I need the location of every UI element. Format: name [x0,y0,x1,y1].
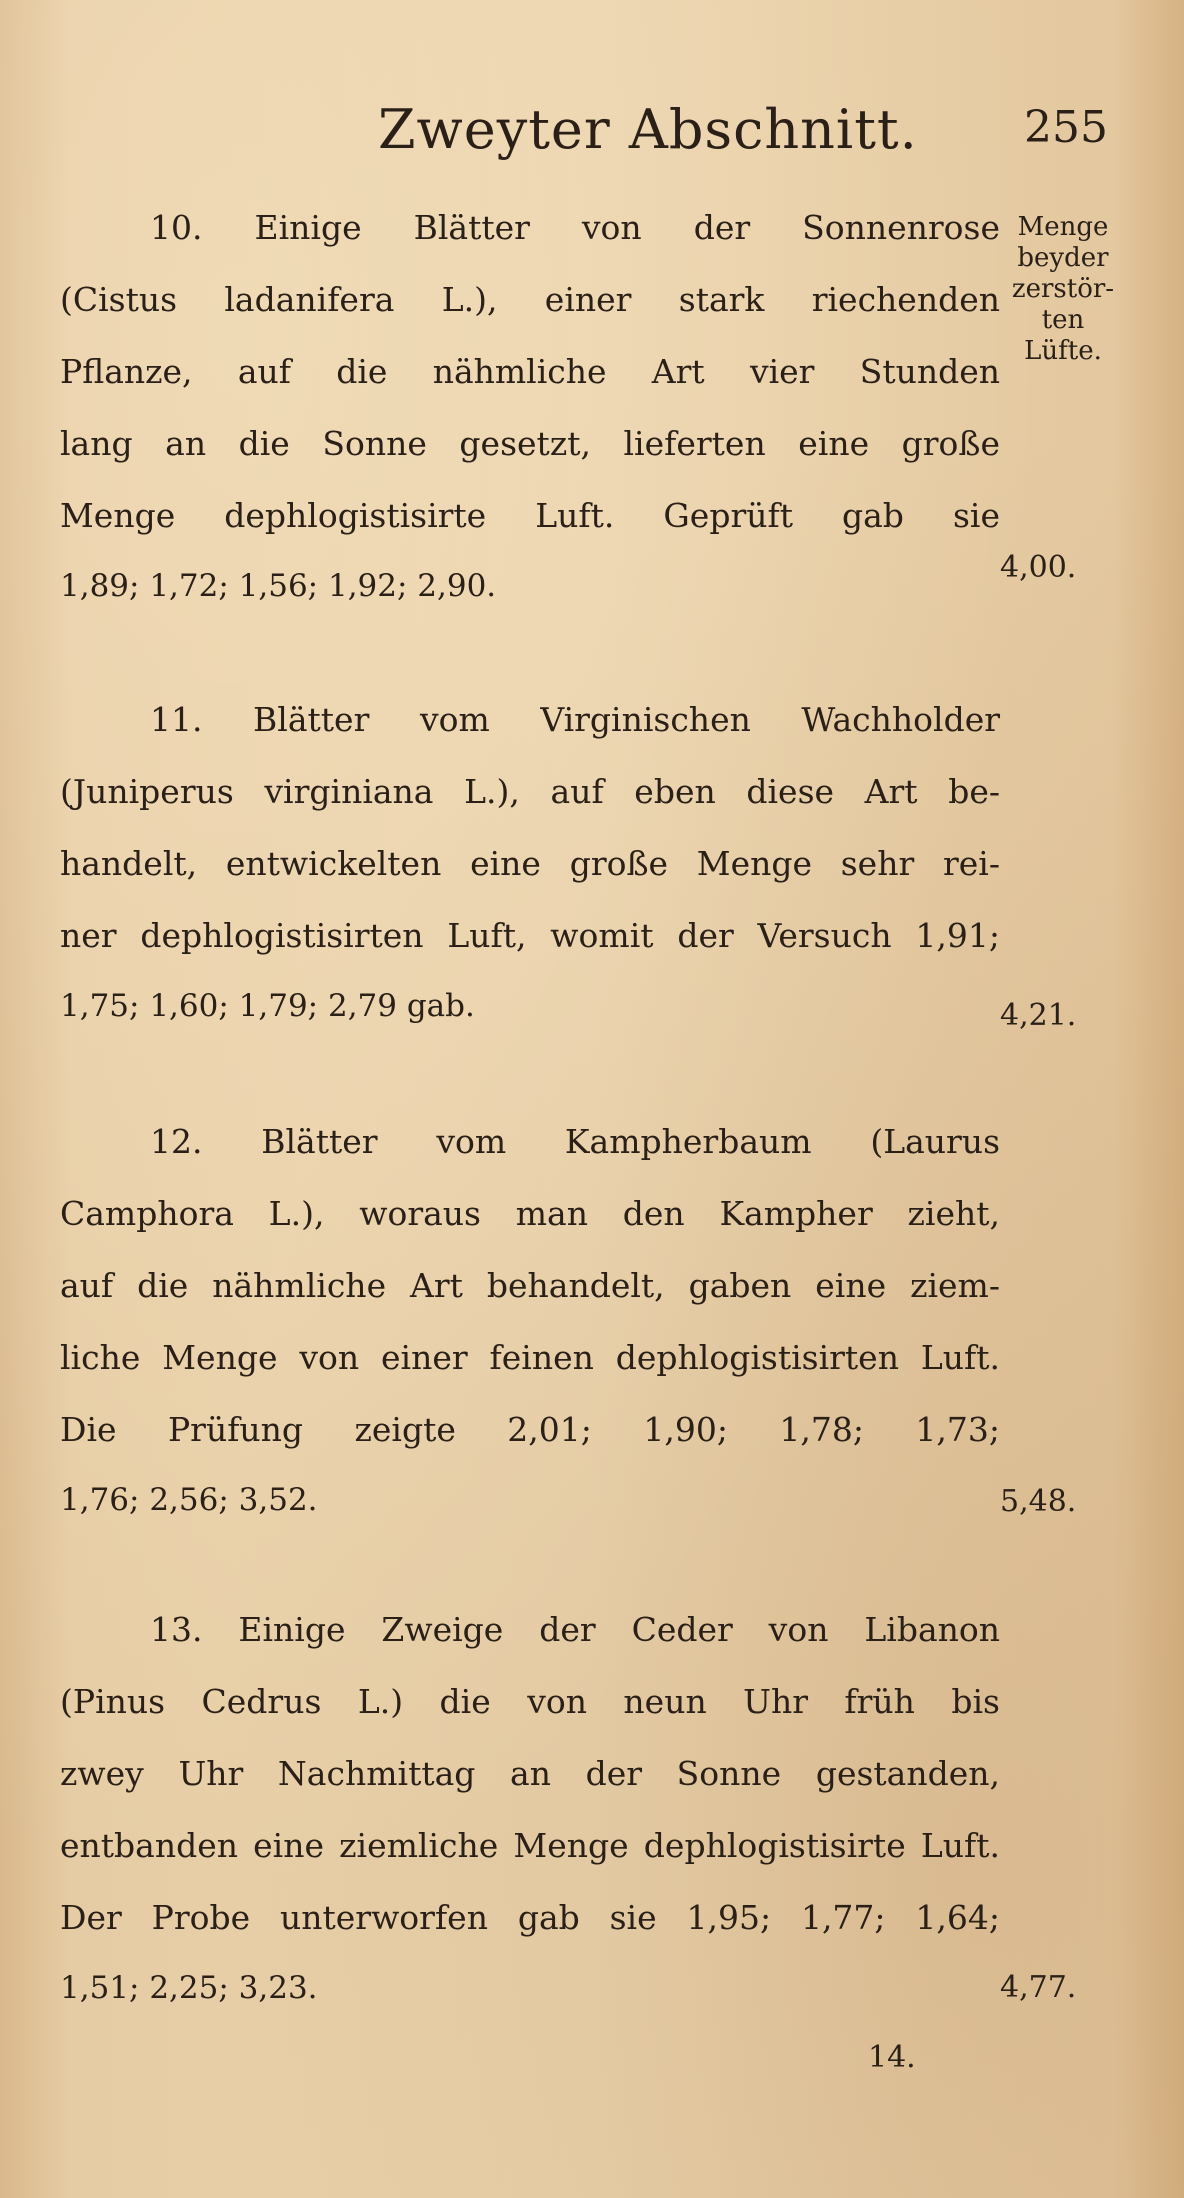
margin-note-line: Menge [1017,212,1109,242]
catchword: 14. [868,2040,916,2075]
entry-line: 11. Blätter vom Virginischen Wachholder [150,700,1000,739]
entry-line: handelt, entwickelten eine große Menge sehr rei- [60,844,1000,883]
entry-line: auf die nähmliche Art behandelt, gaben eine ziem- [60,1266,1000,1305]
entry-line: 13. Einige Zweige der Ceder von Libanon [150,1610,1000,1649]
margin-note-line: ten [1041,305,1085,335]
entry-line: zwey Uhr Nachmittag an der Sonne gestanden, [60,1754,1000,1793]
entry-line: (Pinus Cedrus L.) die von neun Uhr früh bis [60,1682,1000,1721]
margin-note-line: Lüfte. [1024,336,1102,366]
entry-line: (Cistus ladanifera L.), einer stark riechenden [60,280,1000,319]
entry-13 [60,1610,1000,2042]
entry-line: lang an die Sonne gesetzt, lieferten eine große [60,424,1000,463]
entry-line: 12. Blätter vom Kampherbaum (Laurus [150,1122,1000,1161]
entry-line: Der Probe unterworfen gab sie 1,95; 1,77; 1,64; [60,1898,1000,1937]
entry-11 [60,700,1000,1060]
entry-12-total: 5,48. [1000,1484,1077,1519]
entry-13-total: 4,77. [1000,1970,1077,2005]
entry-line: ner dephlogistisirten Luft, womit der Versuch 1,91; [60,916,1000,955]
running-title: Zweyter Abschnitt. [378,98,918,161]
entry-line: 1,76; 2,56; 3,52. [60,1482,318,1518]
entry-line: liche Menge von einer feinen dephlogistisirten Luft. [60,1338,1000,1377]
margin-note-line: zerstör- [1011,274,1115,304]
page-number: 255 [1024,102,1108,153]
entry-line: Camphora L.), woraus man den Kampher zieht, [60,1194,1000,1233]
entry-line: Die Prüfung zeigte 2,01; 1,90; 1,78; 1,73; [60,1410,1000,1449]
entry-line: 1,75; 1,60; 1,79; 2,79 gab. [60,988,475,1024]
entry-11-total: 4,21. [1000,998,1077,1033]
entry-line: 10. Einige Blätter von der Sonnenrose [150,208,1000,247]
margin-note-line: beyder [1017,243,1109,273]
entry-line: entbanden eine ziemliche Menge dephlogistisirte Luft. [60,1826,1000,1865]
entry-line: 1,89; 1,72; 1,56; 1,92; 2,90. [60,568,497,604]
entry-12 [60,1122,1000,1554]
entry-line: Menge dephlogistisirte Luft. Geprüft gab sie [60,496,1000,535]
page-header [0,98,1184,168]
entry-line: 1,51; 2,25; 3,23. [60,1970,318,2006]
margin-note [998,212,1128,367]
entry-line: (Juniperus virginiana L.), auf eben diese Art be- [60,772,1000,811]
entry-10 [60,208,1000,640]
entry-line: Pflanze, auf die nähmliche Art vier Stunden [60,352,1000,391]
entry-10-total: 4,00. [1000,550,1077,585]
